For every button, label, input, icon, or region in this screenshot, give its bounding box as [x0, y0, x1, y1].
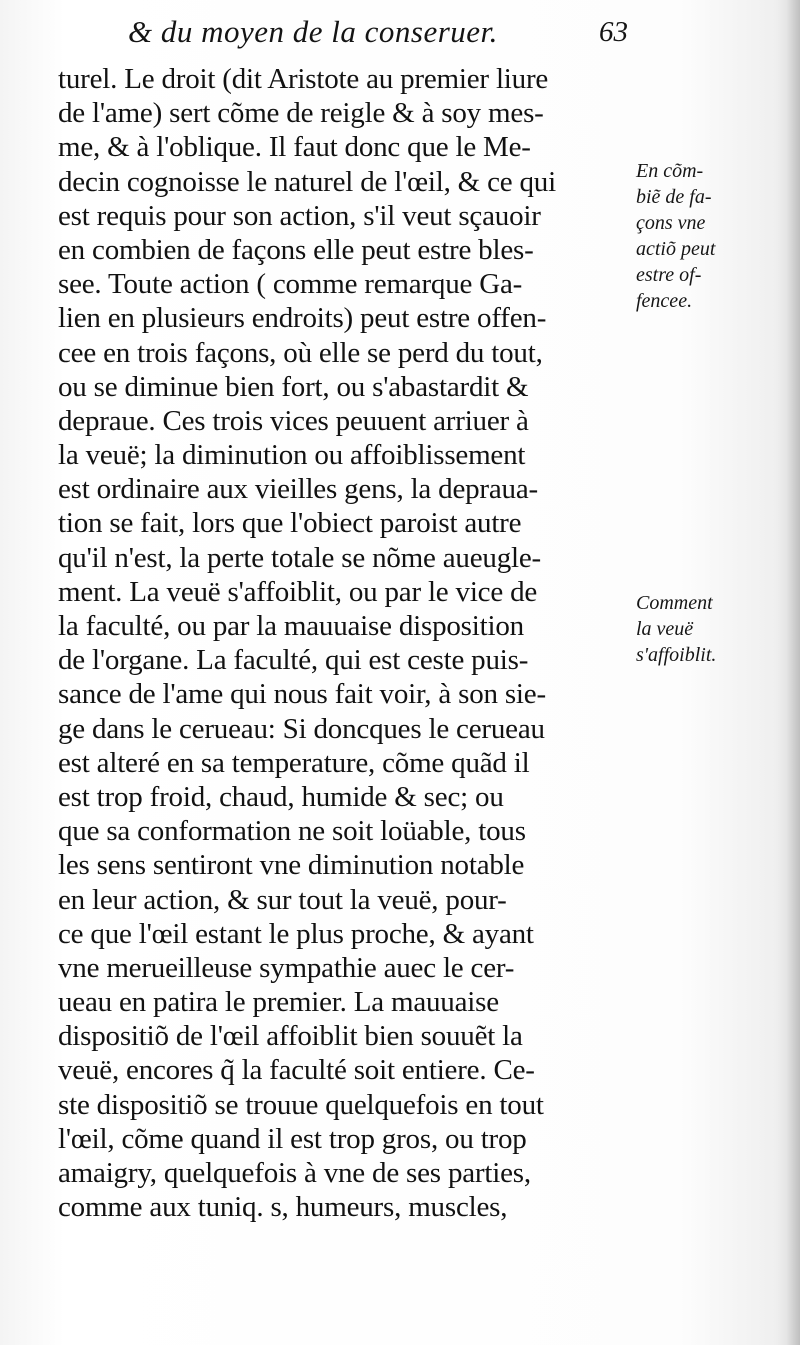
text-line: tion se fait, lors que l'obiect paroist autre — [58, 507, 522, 540]
text-line: vne merueilleuse sympathie auec le cer- — [58, 951, 515, 984]
text-line: ste dispositiõ se trouue quelquefois en tout — [58, 1088, 544, 1121]
text-line: cee en trois façons, où elle se perd du tout, — [58, 336, 543, 369]
text-line: en combien de façons elle peut estre bles- — [58, 233, 534, 266]
text-line: lien en plusieurs endroits) peut estre offen- — [58, 302, 547, 335]
text-line: l'œil, cõme quand il est trop gros, ou trop — [58, 1122, 527, 1155]
text-line: decin cognoisse le naturel de l'œil, & ce qui — [58, 165, 556, 198]
text-line: veuë, encores q̃ la faculté soit entiere. Ce- — [58, 1054, 535, 1087]
margin-note-line: fencee. — [636, 290, 693, 312]
text-line: sance de l'ame qui nous fait voir, à son sie- — [58, 678, 546, 711]
margin-note-line: s'affoiblit. — [636, 644, 717, 666]
text-line: la faculté, ou par la mauuaise disposition — [58, 610, 524, 642]
page-edge-shadow — [786, 0, 800, 1345]
text-line: les sens sentiront vne diminution notable — [58, 849, 525, 882]
page-header — [128, 14, 628, 58]
margin-note-line: çons vne — [636, 212, 706, 234]
page-number: 63 — [599, 16, 628, 48]
margin-note-action-offensed — [636, 158, 766, 314]
margin-note-line: la veuë — [636, 618, 694, 640]
text-line: est requis pour son action, s'il veut sçauoir — [58, 199, 541, 232]
text-line: en leur action, & sur tout la veuë, pour- — [58, 883, 507, 916]
margin-note-line: Comment — [636, 592, 713, 614]
text-line: ou se diminue bien fort, ou s'abastardit & — [58, 370, 529, 403]
text-line: que sa conformation ne soit loüable, tous — [58, 815, 526, 848]
text-line: ge dans le cerueau: Si doncques le cerueau — [58, 712, 545, 745]
text-line: dispositiõ de l'œil affoiblit bien souuẽt la — [58, 1020, 523, 1053]
text-line: de l'ame) sert cõme de reigle & à soy mes- — [58, 97, 544, 130]
text-line: ueau en patira le premier. La mauuaise — [58, 986, 499, 1019]
margin-note-line: estre of- — [636, 264, 702, 286]
text-line: me, & à l'oblique. Il faut donc que le Me- — [58, 131, 531, 164]
margin-note-line: actiõ peut — [636, 238, 716, 260]
text-line: comme aux tuniq. s, humeurs, muscles, — [58, 1191, 508, 1224]
text-line: ce que l'œil estant le plus proche, & ayant — [58, 917, 534, 950]
text-line: est ordinaire aux vieilles gens, la deprauа- — [58, 473, 538, 506]
margin-note-line: En cõm- — [636, 160, 704, 182]
margin-note-line: biẽ de fa- — [636, 186, 712, 208]
text-line: qu'il n'est, la perte totale se nõme aueugle- — [58, 541, 541, 574]
body-text — [58, 62, 634, 1224]
text-line: amaigry, quelquefois à vne de ses parties, — [58, 1157, 531, 1189]
text-line: turel. Le droit (dit Aristote au premier liure — [58, 63, 549, 95]
running-head: & du moyen de la conseruer. — [128, 14, 498, 49]
text-line: de l'organe. La faculté, qui est ceste puis- — [58, 644, 529, 677]
text-line: la veuë; la diminution ou affoiblissement — [58, 439, 526, 472]
text-line: est trop froid, chaud, humide & sec; ou — [58, 780, 504, 813]
text-line: see. Toute action ( comme remarque Ga- — [58, 268, 523, 301]
text-line: est alteré en sa temperature, cõme quãd il — [58, 746, 530, 779]
margin-note-sight-weakens — [636, 590, 766, 668]
text-line: depraue. Ces trois vices peuuent arriuer à — [58, 404, 529, 437]
text-line: ment. La veuë s'affoiblit, ou par le vice de — [58, 575, 538, 608]
